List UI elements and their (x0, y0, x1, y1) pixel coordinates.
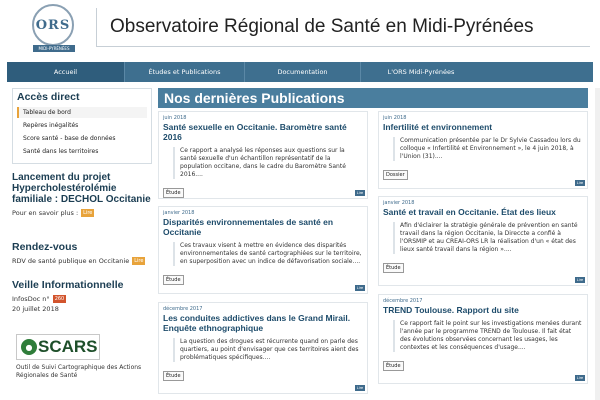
publication-card[interactable] (158, 111, 368, 199)
publication-tag[interactable]: Étude (163, 188, 184, 198)
publication-date: janvier 2018 (163, 210, 195, 216)
nav-etudes-publications[interactable]: Études et Publications (125, 62, 245, 82)
publication-excerpt: Ce rapport fait le point sur les investigations menées durant l'année par le programme TREND de Toulouse. Il fait état des évolutions observées concernant les usages, les contextes et les conséquences d'usage.... (393, 320, 583, 352)
scars-circle-icon: ● (21, 339, 37, 355)
lancement-link[interactable]: Pour en savoir plus : (12, 209, 79, 217)
lire-button[interactable]: Lire (576, 278, 584, 282)
veille-date: 20 juillet 2018 (12, 305, 59, 313)
lancement-title: Lancement du projet Hypercholestérolémie familiale : DECHOL Occitanie (12, 172, 151, 205)
title-divider-vertical (96, 8, 97, 46)
publication-card[interactable] (158, 206, 368, 294)
lire-button[interactable]: Lire (356, 386, 364, 390)
rendez-vous-block (12, 242, 152, 265)
nav-ors-midi-pyrenees[interactable]: L'ORS Midi-Pyrénées (387, 68, 455, 76)
publication-title[interactable]: Disparités environnementales de santé en Occitanie (163, 217, 334, 237)
publication-excerpt: Afin d'éclairer la stratégie générale de prévention en santé travail dans la région Occitanie, la Direccte a confié à l'ORSMIP et au CREAI-ORS LR la réalisation d'un « état des lieux santé travail dans la région ».... (393, 222, 583, 254)
main-nav (7, 62, 593, 82)
acces-item-sante-territoires[interactable]: Santé dans les territoires (23, 148, 99, 155)
logo-text: ORS (35, 17, 71, 33)
publication-tag[interactable]: Étude (383, 263, 404, 273)
publication-card[interactable] (378, 294, 588, 384)
publication-card[interactable] (158, 302, 368, 394)
scars-description: Outil de Suivi Cartographique des Actions Régionales de Santé (16, 364, 142, 379)
site-header (0, 0, 600, 60)
publication-excerpt: Ces travaux visent à mettre en évidence des disparités environnementales de santé cartographiées sur le territoire, en superposition avec un indice de défavorisation sociale.... (173, 242, 363, 266)
lancement-link-row (12, 209, 152, 217)
publication-excerpt: Communication présentée par le Dr Sylvie Cassadou lors du colloque « Infertilité et Environnement », le 4 juin 2018, à l'Union (31).... (393, 137, 583, 161)
publication-excerpt: La question des drogues est récurrente quand on parle des quartiers, au point d'envisager que ces territoires aient des problématiques spécifiques.... (173, 338, 363, 362)
publication-title[interactable]: Santé et travail en Occitanie. État des lieux (383, 207, 556, 217)
publication-tag[interactable]: Étude (383, 361, 404, 371)
acces-direct-box (12, 88, 152, 164)
acces-direct-list (17, 107, 147, 157)
publication-tag[interactable]: Dossier (383, 170, 408, 180)
publication-title[interactable]: Infertilité et environnement (383, 122, 493, 132)
publication-card[interactable] (378, 111, 588, 189)
publication-date: décembre 2017 (383, 298, 423, 304)
publication-title[interactable]: Santé sexuelle en Occitanie. Baromètre santé 2016 (163, 122, 347, 142)
publication-tag[interactable]: Étude (163, 275, 184, 285)
publication-tag[interactable]: Étude (163, 371, 184, 381)
publications-heading: Nos dernières Publications (158, 88, 588, 108)
ors-logo[interactable] (32, 4, 74, 46)
publication-date: juin 2018 (383, 115, 407, 121)
lire-button[interactable]: Lire (356, 286, 364, 290)
lire-button[interactable]: Lire (576, 181, 584, 185)
publication-date: janvier 2018 (383, 200, 415, 206)
acces-item-reperes-inegalites[interactable]: Repères inégalités (23, 122, 79, 129)
veille-infodoc-label[interactable]: InfosDoc n° (12, 295, 50, 303)
lancement-lire-badge[interactable]: Lire (83, 210, 93, 216)
publication-card[interactable] (378, 196, 588, 286)
acces-direct-title: Accès direct (17, 91, 80, 103)
acces-item-score-sante[interactable]: Score santé - base de données (23, 135, 116, 142)
page-scrollbar[interactable] (595, 88, 600, 400)
rendez-vous-title: Rendez-vous (12, 241, 78, 253)
scars-logo-text: SCARS (38, 337, 98, 356)
veille-infodoc-number[interactable]: 260 (54, 296, 65, 302)
publication-title[interactable]: TREND Toulouse. Rapport du site (383, 305, 519, 315)
veille-block (12, 280, 152, 313)
lancement-block (12, 172, 152, 217)
veille-title: Veille Informationnelle (12, 279, 124, 291)
lire-button[interactable]: Lire (356, 191, 364, 195)
scars-logo[interactable] (16, 334, 100, 360)
nav-accueil[interactable]: Accueil (7, 62, 125, 82)
publication-date: juin 2018 (163, 115, 187, 121)
veille-infodoc-row (12, 295, 152, 303)
site-title: Observatoire Régional de Santé en Midi-Pyrénées (110, 16, 534, 37)
lire-button[interactable]: Lire (576, 376, 584, 380)
publication-date: décembre 2017 (163, 306, 203, 312)
rendez-vous-link[interactable]: RDV de santé publique en Occitanie (12, 257, 130, 265)
publication-title[interactable]: Les conduites addictives dans le Grand Mirail. Enquête ethnographique (163, 313, 351, 333)
nav-documentation[interactable]: Documentation (245, 62, 361, 82)
sidebar (12, 88, 152, 400)
title-divider (96, 46, 590, 47)
rendez-vous-link-row (12, 257, 152, 265)
acces-item-tableau-de-bord[interactable]: Tableau de bord (17, 107, 147, 118)
rendez-vous-lire-badge[interactable]: Lire (134, 258, 144, 264)
logo-subtitle: MIDI-PYRÉNÉES (33, 45, 75, 52)
publication-excerpt: Ce rapport a analysé les réponses aux questions sur la santé sexuelle d'un échantillon représentatif de la population occitane, dans le cadre du Baromètre Santé 2016.... (173, 147, 363, 179)
